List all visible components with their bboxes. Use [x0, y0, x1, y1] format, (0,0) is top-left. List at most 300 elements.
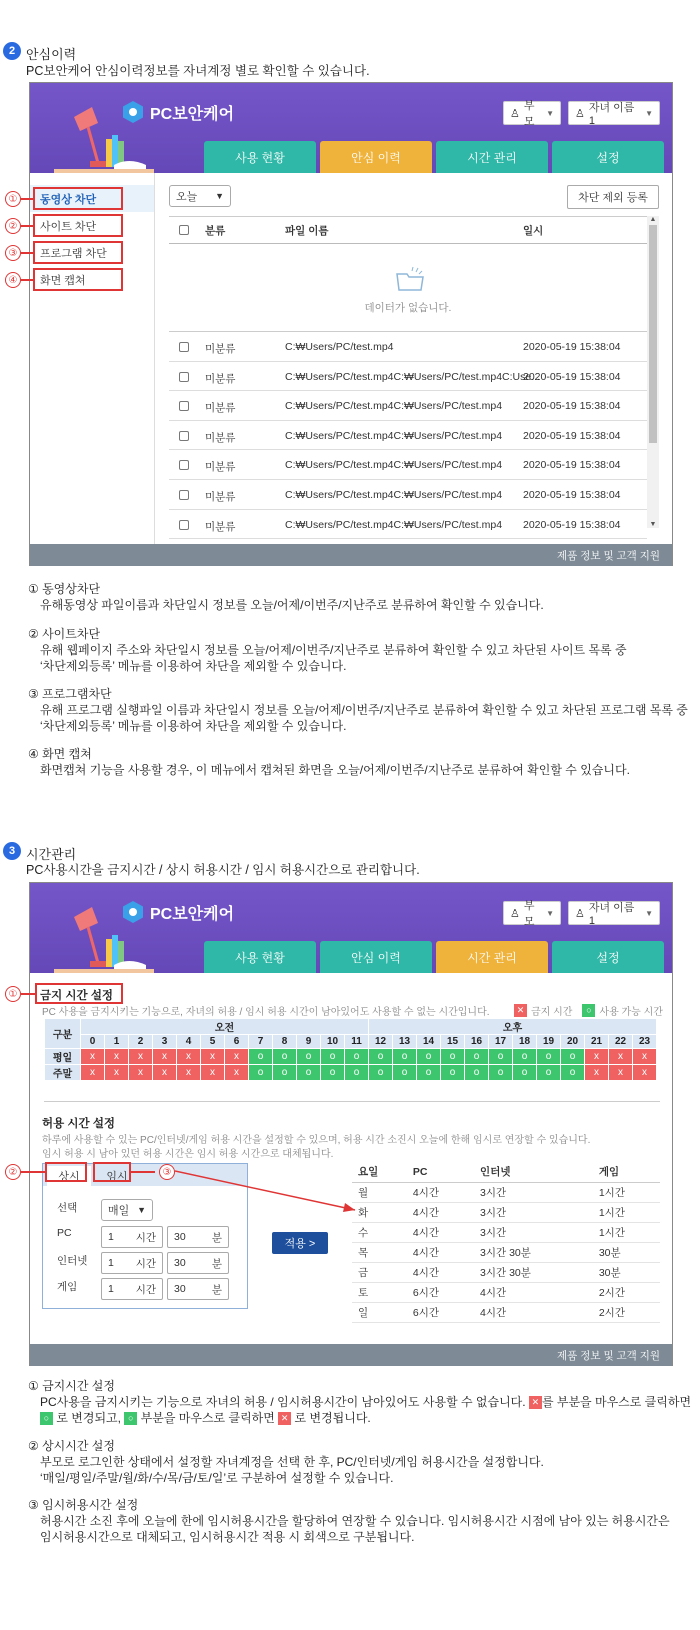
annotation-box-3 [33, 241, 123, 264]
grid-weekend-label: 주말 [45, 1065, 81, 1081]
weekday-hour-cell[interactable]: x [225, 1049, 249, 1065]
grid-hour-cell: 7 [249, 1035, 273, 1049]
weekend-hour-cell[interactable]: o [489, 1065, 513, 1081]
tab-history[interactable]: 안심 이력 [320, 141, 432, 173]
weekend-hour-cell[interactable]: x [105, 1065, 129, 1081]
annotation-line [21, 252, 33, 254]
grid-hour-cell: 11 [345, 1035, 369, 1049]
weekly-cell: 4시간 [474, 1282, 593, 1302]
weekly-cell: 3시간 [474, 1202, 593, 1222]
annotation-box-1 [33, 187, 123, 210]
desc-body: 유해 프로그램 실행파일 이름과 차단일시 정보를 오늘/어제/이번주/지난주로 분류하여 확인할 수 있고 차단된 프로그램 목록 중 [40, 703, 688, 717]
row-filename: C:₩Users/PC/test.mp4C:₩Users/PC/test.mp4 [285, 488, 503, 501]
weekly-cell: 3시간 [474, 1222, 593, 1242]
app-header [30, 883, 672, 973]
desc-heading: ② 사이트차단 [28, 627, 101, 641]
row-checkbox[interactable] [179, 490, 189, 500]
annotation-marker-4: ④ [5, 272, 21, 288]
divider [44, 1101, 660, 1102]
tab-time[interactable]: 시간 관리 [436, 141, 548, 173]
table-row[interactable] [169, 362, 647, 392]
desc-heading: ② 상시시간 설정 [28, 1439, 115, 1453]
row-date: 2020-05-19 15:38:04 [523, 518, 621, 531]
desc-body: 허용시간 소진 후에 오늘에 한에 임시허용시간을 할당하여 연장할 수 있습니다. 임시허용시간 시점에 남아 있는 허용시간은 [40, 1514, 670, 1528]
annotation-line [21, 225, 33, 227]
weekly-cell: 월 [352, 1182, 407, 1202]
pc-min-input[interactable] [167, 1226, 229, 1248]
weekend-hour-cell[interactable]: x [609, 1065, 633, 1081]
row-filename: C:₩Users/PC/test.mp4C:₩Users/PC/test.mp4C:Use... [285, 370, 540, 383]
weekday-hour-cell[interactable]: o [441, 1049, 465, 1065]
weekly-cell: 4시간 [407, 1242, 474, 1262]
section-number-badge: 3 [3, 842, 21, 860]
min-unit: 분 [211, 1283, 222, 1296]
weekday-hour-cell[interactable]: o [489, 1049, 513, 1065]
weekday-hour-cell[interactable]: x [201, 1049, 225, 1065]
forbid-legend-swatch: ✕ [514, 1004, 527, 1017]
weekend-hour-cell[interactable]: o [369, 1065, 393, 1081]
allow-description: 하루에 사용할 수 있는 PC/인터넷/게임 허용 시간을 설정할 수 있으며, 허용 시간 소진시 오늘에 한해 임시로 연장할 수 있습니다. [42, 1135, 591, 1146]
annotation-marker-1: ① [5, 986, 21, 1002]
weekday-hour-cell[interactable]: o [273, 1049, 297, 1065]
table-row[interactable] [169, 332, 647, 362]
weekday-hour-cell[interactable]: x [177, 1049, 201, 1065]
tab-usage[interactable]: 사용 현황 [204, 141, 316, 173]
app-header [30, 83, 672, 173]
weekday-hour-cell[interactable]: o [249, 1049, 273, 1065]
weekly-cell: 금 [352, 1262, 407, 1282]
row-category: 미분류 [205, 402, 236, 415]
sidebar-item-site-block[interactable]: 사이트 차단 [40, 220, 97, 233]
col-category: 분류 [205, 224, 226, 237]
app-logo-text: PC보안케어 [150, 105, 235, 123]
row-date: 2020-05-19 15:38:04 [523, 341, 621, 353]
weekday-hour-cell[interactable]: o [345, 1049, 369, 1065]
desc-text: 부분을 마우스로 클릭하면 [140, 1411, 275, 1425]
desc-text: 로 변경되고, [56, 1411, 121, 1425]
annotation-line [21, 198, 33, 200]
period-select[interactable] [169, 185, 231, 207]
grid-hour-cell: 3 [153, 1035, 177, 1049]
chevron-down-icon: ▼ [645, 108, 653, 118]
desc-text: 로 변경됩니다. [294, 1411, 371, 1425]
tab-always[interactable]: 상시 [47, 1166, 91, 1186]
annotation-arrow [175, 1168, 365, 1218]
child-account-dropdown[interactable] [568, 101, 660, 125]
section-title: 안심이력 [26, 47, 77, 62]
desc-body: 유해동영상 파일이름과 차단일시 정보를 오늘/어제/이번주/지난주로 분류하여 확인할 수 있습니다. [40, 598, 544, 612]
tab-usage[interactable]: 사용 현황 [204, 941, 316, 973]
weekend-hour-cell[interactable]: x [129, 1065, 153, 1081]
weekly-cell: 4시간 [407, 1202, 474, 1222]
grid-hour-cell: 12 [369, 1035, 393, 1049]
app-footer[interactable]: 제품 정보 및 고객 지원 [30, 1344, 672, 1366]
weekly-row [352, 1242, 660, 1262]
weekly-col-header: 인터넷 [474, 1162, 593, 1182]
row-checkbox[interactable] [179, 372, 189, 382]
weekday-hour-cell[interactable]: x [633, 1049, 657, 1065]
row-category: 미분류 [205, 520, 236, 533]
annotation-marker-3: ③ [5, 245, 21, 261]
allow-legend-swatch: ○ [582, 1004, 595, 1017]
desc-body [28, 1410, 691, 1426]
annotation-line [21, 1171, 45, 1173]
row-filename: C:₩Users/PC/test.mp4C:₩Users/PC/test.mp4 [285, 518, 503, 531]
chevron-down-icon: ▼ [546, 908, 554, 918]
grid-hour-cell: 18 [513, 1035, 537, 1049]
weekday-hour-cell[interactable]: o [297, 1049, 321, 1065]
sidebar-item-program-block[interactable]: 프로그램 차단 [40, 247, 107, 260]
weekly-col-header: 게임 [593, 1162, 660, 1182]
annotation-line [21, 279, 33, 281]
internet-hour-input[interactable] [101, 1252, 163, 1274]
grid-hour-cell: 4 [177, 1035, 201, 1049]
forbid-legend [514, 1003, 663, 1018]
pc-min-value: 30 [174, 1231, 186, 1243]
weekend-hour-cell[interactable]: x [225, 1065, 249, 1081]
app-footer[interactable]: 제품 정보 및 고객 지원 [30, 544, 672, 566]
weekly-row [352, 1302, 660, 1322]
desc-body [28, 1394, 691, 1410]
desc-screen-capture [28, 746, 630, 778]
child-icon: ♙ [575, 907, 585, 920]
weekday-hour-cell[interactable]: x [81, 1049, 105, 1065]
weekly-cell: 3시간 [474, 1182, 593, 1202]
desc-body: 화면캡쳐 기능을 사용할 경우, 이 메뉴에서 캡쳐된 화면을 오늘/어제/이번주/지난주로 분류하여 확인할 수 있습니다. [40, 763, 630, 777]
exclude-register-button[interactable]: 차단 제외 등록 [567, 185, 659, 209]
grid-weekday-label: 평일 [45, 1049, 81, 1065]
internet-min-value: 30 [174, 1257, 186, 1269]
row-filename: C:₩Users/PC/test.mp4C:₩Users/PC/test.mp4 [285, 459, 503, 472]
annotation-box-4 [33, 268, 123, 291]
child-account-dropdown[interactable] [568, 901, 660, 925]
row-checkbox[interactable] [179, 460, 189, 470]
row-category: 미분류 [205, 461, 236, 474]
weekday-hour-cell[interactable]: o [465, 1049, 489, 1065]
desc-heading: ③ 임시허용시간 설정 [28, 1498, 139, 1512]
shield-logo-icon [122, 100, 144, 124]
grid-hour-cell: 2 [129, 1035, 153, 1049]
weekly-cell: 수 [352, 1222, 407, 1242]
forbid-inline-icon: ✕ [278, 1412, 291, 1425]
app-window-history [29, 82, 673, 566]
weekend-hour-cell[interactable]: o [417, 1065, 441, 1081]
internet-hour-value: 1 [108, 1257, 114, 1269]
table-row[interactable] [169, 510, 647, 540]
row-checkbox[interactable] [179, 401, 189, 411]
weekly-cell: 목 [352, 1242, 407, 1262]
weekday-hour-cell[interactable]: o [561, 1049, 585, 1065]
weekday-hour-cell[interactable]: o [321, 1049, 345, 1065]
weekday-hour-cell[interactable]: x [609, 1049, 633, 1065]
weekend-hour-cell[interactable]: o [345, 1065, 369, 1081]
grid-hour-cell: 16 [465, 1035, 489, 1049]
grid-hour-cell: 17 [489, 1035, 513, 1049]
row-category: 미분류 [205, 490, 236, 503]
row-checkbox[interactable] [179, 520, 189, 530]
desc-body: 임시허용시간으로 대체되고, 임시허용시간 적용 시 회색으로 구분됩니다. [40, 1530, 415, 1544]
weekend-hour-cell[interactable]: o [273, 1065, 297, 1081]
row-date: 2020-05-19 15:38:04 [523, 370, 621, 383]
weekly-cell: 30분 [593, 1262, 660, 1282]
row-category: 미분류 [205, 431, 236, 444]
weekly-body [352, 1182, 660, 1322]
parent-account-dropdown[interactable] [503, 100, 561, 128]
select-all-checkbox[interactable] [179, 225, 189, 235]
parent-account-dropdown[interactable] [503, 900, 561, 928]
weekend-hour-cell[interactable]: o [393, 1065, 417, 1081]
day-select[interactable] [101, 1199, 153, 1221]
pc-hour-value: 1 [108, 1231, 114, 1243]
tab-settings[interactable]: 설정 [552, 941, 664, 973]
annotation-line [21, 993, 35, 995]
weekend-hour-cell[interactable]: o [513, 1065, 537, 1081]
hour-unit: 시간 [135, 1283, 156, 1296]
grid-hour-cell: 23 [633, 1035, 657, 1049]
weekday-hour-cell[interactable]: x [129, 1049, 153, 1065]
annotation-marker-2: ② [5, 1164, 21, 1180]
annotation-line [131, 1171, 155, 1173]
desc-site-block [28, 626, 627, 674]
scroll-thumb[interactable] [649, 225, 657, 443]
game-min-value: 30 [174, 1283, 186, 1295]
weekend-hour-cell[interactable]: o [321, 1065, 345, 1081]
weekend-hour-cell[interactable]: x [585, 1065, 609, 1081]
grid-pm-header: 오후 [369, 1019, 657, 1035]
table-row[interactable] [169, 480, 647, 510]
row-filename: C:₩Users/PC/test.mp4 [285, 341, 394, 353]
weekly-col-header: PC [407, 1162, 474, 1182]
grid-hour-cell: 9 [297, 1035, 321, 1049]
internet-label: 인터넷 [57, 1255, 88, 1267]
weekly-cell: 1시간 [593, 1202, 660, 1222]
tab-history[interactable]: 안심 이력 [320, 941, 432, 973]
col-filename: 파일 이름 [285, 224, 329, 237]
min-unit: 분 [211, 1231, 222, 1244]
weekday-hour-cell[interactable]: o [537, 1049, 561, 1065]
grid-group-header: 구분 [45, 1019, 81, 1049]
grid-hour-cell: 0 [81, 1035, 105, 1049]
game-hour-input[interactable] [101, 1278, 163, 1300]
empty-state [169, 244, 647, 332]
row-filename: C:₩Users/PC/test.mp4C:₩Users/PC/test.mp4 [285, 400, 503, 413]
desc-text: PC사용을 금지시키는 기능으로 자녀의 허용 / 임시허용시간이 남아있어도 사용할 수 없습니다. [40, 1395, 526, 1409]
desc-body: ‘차단제외등록’ 메뉴를 이용하여 차단을 제외할 수 있습니다. [40, 719, 347, 733]
weekend-hour-cell[interactable]: o [441, 1065, 465, 1081]
weekday-hour-cell[interactable]: x [585, 1049, 609, 1065]
col-date: 일시 [523, 224, 544, 237]
tab-settings[interactable]: 설정 [552, 141, 664, 173]
pc-label: PC [57, 1227, 72, 1239]
game-label: 게임 [57, 1281, 78, 1293]
allow-inline-icon: ○ [124, 1412, 137, 1425]
weekly-col-header: 요일 [352, 1162, 407, 1182]
weekday-hour-cell[interactable]: o [369, 1049, 393, 1065]
app-logo-text: PC보안케어 [150, 905, 235, 923]
table-row[interactable] [169, 391, 647, 421]
weekly-cell: 6시간 [407, 1282, 474, 1302]
weekday-hour-cell[interactable]: x [105, 1049, 129, 1065]
weekday-hour-cell[interactable]: o [513, 1049, 537, 1065]
user-icon: ♙ [510, 107, 520, 120]
child-label: 자녀 이름 1 [588, 902, 635, 927]
desc-body: 부모로 로그인한 상태에서 설정할 자녀계정을 선택 한 후, PC/인터넷/게임 허용시간을 설정합니다. [40, 1455, 544, 1469]
grid-hour-cell: 20 [561, 1035, 585, 1049]
grid-hour-cell: 13 [393, 1035, 417, 1049]
hour-unit: 시간 [135, 1231, 156, 1244]
scroll-down-icon[interactable]: ▼ [649, 521, 657, 528]
desc-body: 유해 웹페이지 주소와 차단일시 정보를 오늘/어제/이번주/지난주로 분류하여 확인할 수 있고 차단된 사이트 목록 중 [40, 643, 627, 657]
forbid-legend-label: 금지 시간 [531, 1007, 573, 1018]
game-min-input[interactable] [167, 1278, 229, 1300]
annotation-marker-2: ② [5, 218, 21, 234]
weekday-hour-cell[interactable]: o [393, 1049, 417, 1065]
weekly-row [352, 1282, 660, 1302]
row-date: 2020-05-19 15:38:04 [523, 400, 621, 413]
desc-video-block [28, 581, 544, 613]
user-icon: ♙ [510, 907, 520, 920]
forbid-time-grid [44, 1018, 657, 1081]
grid-hour-cell: 14 [417, 1035, 441, 1049]
weekend-hour-cell[interactable]: o [249, 1065, 273, 1081]
weekly-cell: 화 [352, 1202, 407, 1222]
weekly-cell: 4시간 [474, 1302, 593, 1322]
tab-temporary[interactable]: 임시 [95, 1166, 139, 1186]
weekly-row [352, 1202, 660, 1222]
grid-hour-cell: 5 [201, 1035, 225, 1049]
child-label: 자녀 이름 1 [588, 102, 635, 127]
weekend-hour-cell[interactable]: o [297, 1065, 321, 1081]
row-checkbox[interactable] [179, 431, 189, 441]
grid-hour-row [45, 1035, 657, 1049]
forbid-title: 금지 시간 설정 [40, 990, 114, 1002]
section-subtitle: PC보안케어 안심이력정보를 자녀계정 별로 확인할 수 있습니다. [26, 64, 370, 78]
grid-hour-cell: 21 [585, 1035, 609, 1049]
grid-weekend-row [45, 1065, 657, 1081]
weekly-cell: 2시간 [593, 1302, 660, 1322]
section-subtitle: PC사용시간을 금지시간 / 상시 허용시간 / 임시 허용시간으로 관리합니다. [26, 863, 420, 877]
desc-temp-time [28, 1497, 670, 1545]
desc-forbid-time [28, 1378, 691, 1426]
grid-hour-cell: 1 [105, 1035, 129, 1049]
weekend-hour-cell[interactable]: x [81, 1065, 105, 1081]
history-table [169, 216, 647, 545]
weekly-cell: 3시간 30분 [474, 1242, 593, 1262]
weekly-cell: 1시간 [593, 1182, 660, 1202]
weekday-hour-cell[interactable]: o [417, 1049, 441, 1065]
scroll-up-icon[interactable]: ▲ [649, 216, 657, 223]
chevron-down-icon: ▼ [546, 108, 554, 118]
weekly-row [352, 1182, 660, 1202]
grid-hour-cell: 6 [225, 1035, 249, 1049]
weekend-hour-cell[interactable]: x [201, 1065, 225, 1081]
grid-am-header: 오전 [81, 1019, 369, 1035]
sidebar-item-video-block[interactable]: 동영상 차단 [30, 185, 154, 212]
scrollbar[interactable] [647, 216, 659, 528]
row-category: 미분류 [205, 343, 236, 355]
hour-unit: 시간 [135, 1257, 156, 1270]
annotation-box-temp [93, 1162, 131, 1182]
weekly-cell: 6시간 [407, 1302, 474, 1322]
table-row[interactable] [169, 421, 647, 451]
weekend-hour-cell[interactable]: x [633, 1065, 657, 1081]
parent-label: 부모 [523, 900, 535, 928]
empty-message: 데이터가 없습니다. [364, 302, 452, 314]
annotation-box-2 [33, 214, 123, 237]
period-value: 오늘 [176, 191, 198, 203]
row-checkbox[interactable] [179, 342, 189, 352]
parent-label: 부모 [523, 100, 535, 128]
internet-min-input[interactable] [167, 1252, 229, 1274]
weekly-cell: 30분 [593, 1242, 660, 1262]
section-number-badge: 2 [3, 42, 21, 60]
desc-program-block [28, 686, 688, 734]
apply-button[interactable]: 적용 > [272, 1232, 328, 1254]
row-category: 미분류 [205, 372, 236, 385]
main-tabs [204, 141, 664, 173]
desc-body: ‘매일/평일/주말/월/화/수/목/금/토/일’로 구분하여 설정할 수 있습니다. [40, 1471, 394, 1485]
weekend-hour-cell[interactable]: x [177, 1065, 201, 1081]
grid-weekday-row [45, 1049, 657, 1065]
grid-hour-cell: 8 [273, 1035, 297, 1049]
weekend-hour-cell[interactable]: o [561, 1065, 585, 1081]
chevron-down-icon: ▼ [215, 191, 224, 201]
child-icon: ♙ [575, 107, 585, 120]
history-rows [169, 332, 647, 539]
grid-hour-cell: 15 [441, 1035, 465, 1049]
weekly-header-row [352, 1162, 660, 1182]
row-date: 2020-05-19 15:38:04 [523, 429, 621, 442]
row-filename: C:₩Users/PC/test.mp4C:₩Users/PC/test.mp4 [285, 429, 503, 442]
grid-hour-cell: 22 [609, 1035, 633, 1049]
weekly-cell: 1시간 [593, 1222, 660, 1242]
weekday-hour-cell[interactable]: x [153, 1049, 177, 1065]
desc-heading: ① 동영상차단 [28, 582, 101, 596]
weekend-hour-cell[interactable]: o [465, 1065, 489, 1081]
grid-hour-cell: 19 [537, 1035, 561, 1049]
table-row[interactable] [169, 450, 647, 480]
table-header [169, 216, 647, 244]
forbid-description: PC 사용을 금지시키는 기능으로, 자녀의 허용 / 임시 허용 시간이 남아있어도 사용할 수 없는 시간입니다. [42, 1007, 490, 1018]
desc-body: ‘차단제외등록’ 메뉴를 이용하여 차단을 제외할 수 있습니다. [40, 659, 347, 673]
main-tabs [204, 941, 664, 973]
row-date: 2020-05-19 15:38:04 [523, 488, 621, 501]
allow-legend-label: 사용 가능 시간 [599, 1007, 663, 1018]
weekend-hour-cell[interactable]: x [153, 1065, 177, 1081]
section-title: 시간관리 [26, 847, 77, 862]
annotation-box-always [45, 1162, 87, 1182]
sidebar-item-screen-capture[interactable]: 화면 캡쳐 [40, 274, 86, 287]
select-label: 선택 [57, 1202, 78, 1214]
chevron-down-icon: ▼ [645, 908, 653, 918]
weekly-cell: 일 [352, 1302, 407, 1322]
allow-description: 임시 허용 시 남아 있던 허용 시간은 임시 허용 시간으로 대체됩니다. [42, 1149, 334, 1160]
annotation-marker-3: ③ [159, 1164, 175, 1180]
app-logo [122, 100, 234, 124]
min-unit: 분 [211, 1257, 222, 1270]
shield-logo-icon [122, 900, 144, 924]
desc-heading: ① 금지시간 설정 [28, 1379, 115, 1393]
allow-inline-icon: ○ [40, 1412, 53, 1425]
allow-title: 허용 시간 설정 [42, 1118, 116, 1130]
pc-hour-input[interactable] [101, 1226, 163, 1248]
desc-text: 를 부분을 마우스로 클릭하면 [541, 1395, 692, 1409]
weekend-hour-cell[interactable]: o [537, 1065, 561, 1081]
weekly-row [352, 1262, 660, 1282]
chevron-down-icon: ▼ [137, 1205, 146, 1215]
tab-time[interactable]: 시간 관리 [436, 941, 548, 973]
weekly-cell: 2시간 [593, 1282, 660, 1302]
